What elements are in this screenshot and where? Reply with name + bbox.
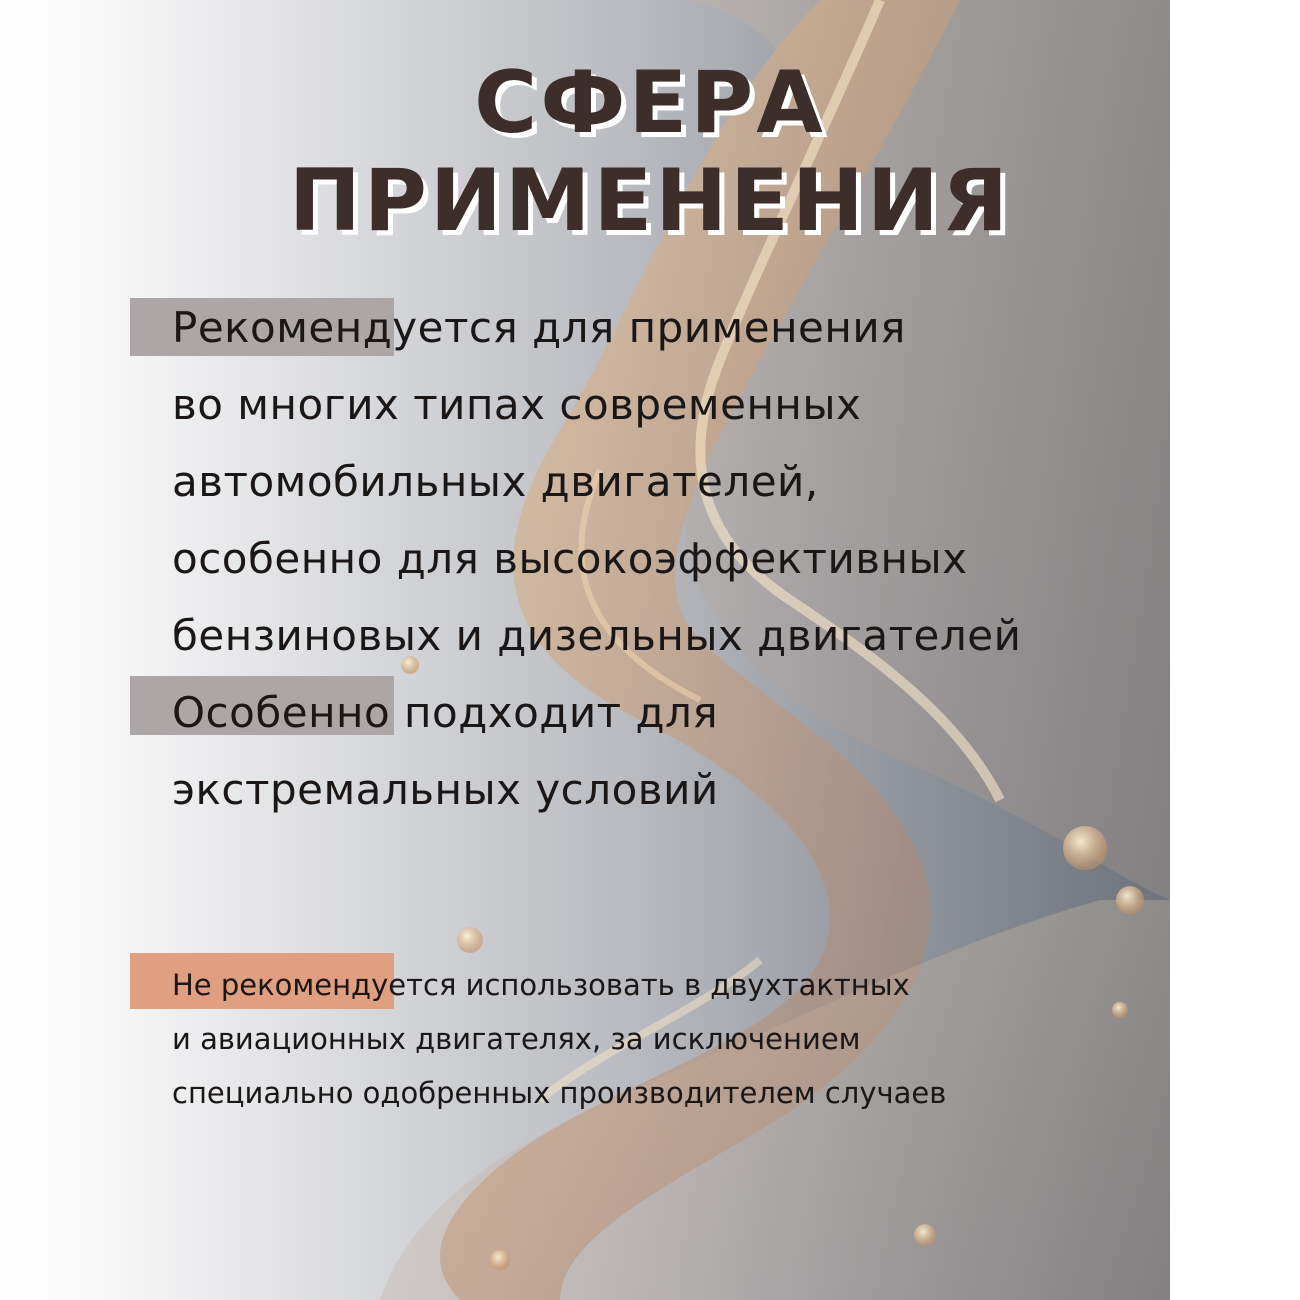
warning-line: Не рекомендуется использовать в двухтактных: [172, 968, 910, 1002]
page-title-line-1: СФЕРА: [474, 53, 826, 153]
recommendation-line: бензиновых и дизельных двигателей: [172, 611, 1022, 660]
recommendation-line: автомобильных двигателей,: [172, 457, 819, 506]
recommendation-line: экстремальных условий: [172, 765, 719, 814]
recommendation-text: [172, 289, 1021, 828]
recommendation-line: Рекомендуется для применения: [172, 303, 906, 352]
recommendation-line: особенно для высокоэффективных: [172, 534, 968, 583]
recommendation-line: Особенно подходит для: [172, 688, 719, 737]
warning-text: [172, 958, 946, 1120]
warning-line: и авиационных двигателях, за исключением: [172, 1022, 861, 1056]
warning-line: специально одобренных производителем случаев: [172, 1076, 947, 1110]
recommendation-line: во многих типах современных: [172, 380, 862, 429]
page-title-line-2: ПРИМЕНЕНИЯ: [288, 151, 1012, 251]
